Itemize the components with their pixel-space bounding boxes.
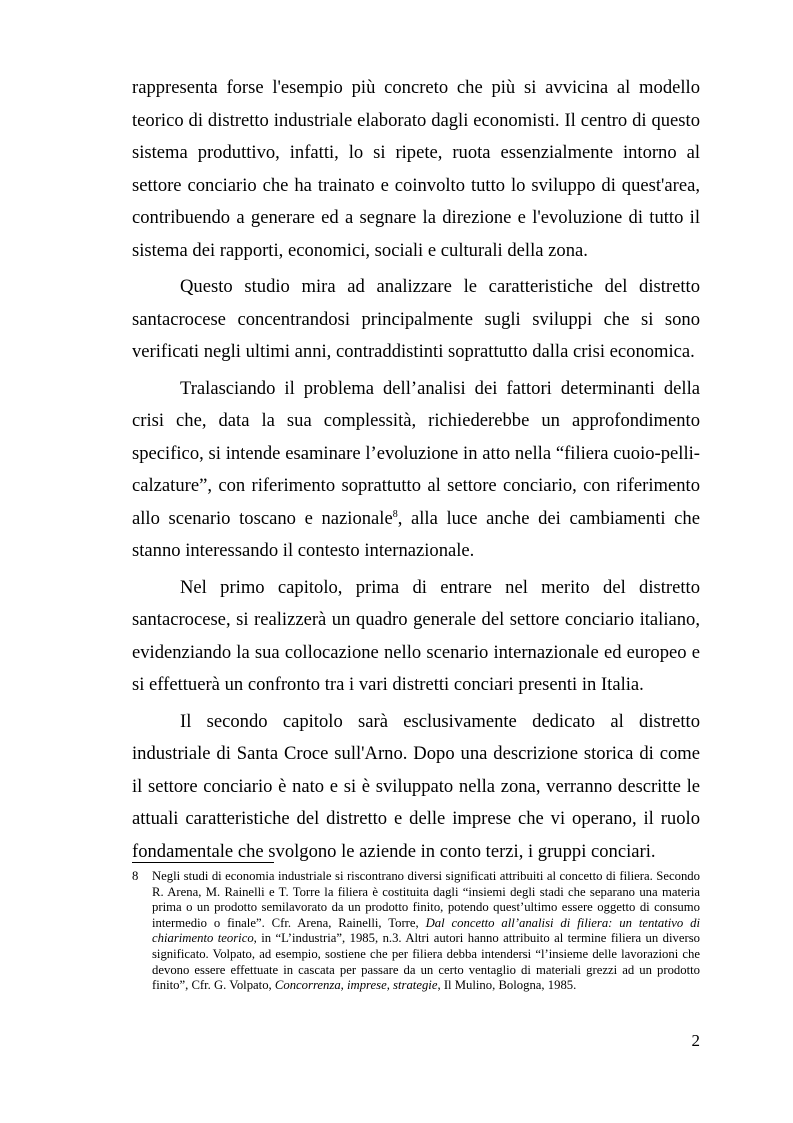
footnote-reference[interactable]: 8 [392, 508, 398, 520]
paragraph-3-text-after: , alla luce anche dei cambiamenti che stanno interessando il contesto internazionale. [132, 507, 700, 561]
main-text [132, 72, 700, 868]
footnote-text-part-2: , in “L’industria”, 1985, n.3. Altri autori hanno attribuito al termine filiera un diverso significato. Volpato, ad esempio, sostiene che per filiera debba intendersi “l’insieme delle lavorazioni che devono essere effettuate in cascata per passare da un certo ventaglio di materiali grezzi ad un prodotto finito”, Cfr. G. Volpato, [152, 931, 700, 993]
paragraph-2: Questo studio mira ad analizzare le caratteristiche del distretto santacrocese concentrandosi principalmente sugli sviluppi che si sono verificati negli ultimi anni, contraddistinti soprattutto dalla crisi economica. [132, 276, 700, 362]
footnote-separator [132, 862, 274, 863]
paragraph-1: rappresenta forse l'esempio più concreto che più si avvicina al modello teorico di distretto industriale elaborato dagli economisti. Il centro di questo sistema produttivo, infatti, lo si ripete, ruota essenzialmente intorno al settore conciario che ha trainato e coinvolto tutto lo sviluppo di quest'area, contribuendo a generare ed a segnare la direzione e l'evoluzione di tutto il sistema dei rapporti, economici, sociali e culturali della zona. [132, 77, 700, 261]
paragraph-4: Nel primo capitolo, prima di entrare nel merito del distretto santacrocese, si realizzerà un quadro generale del settore conciario italiano, evidenziando la sua collocazione nello scenario internazionale ed europeo e si effettuerà un confronto tra i vari distretti conciari presenti in Italia. [132, 576, 700, 695]
page-number: 2 [691, 1031, 700, 1050]
footnote-cited-title-2: Concorrenza, imprese, strategie [274, 978, 438, 993]
footnote-text-part-1: Negli studi di economia industriale si riscontrano diversi significati attribuiti al concetto di filiera. Secondo R. Arena, M. Rainelli e T. Torre la filiera è costituita dagli “insiemi degli stadi che separano una materia prima o un prodotto semilavorato da un prodotto finito, potendo quest’ultimo essere oggetto di consumo intermedio o finale”. Cfr. Arena, Rainelli, Torre, [152, 869, 700, 930]
paragraph-3-text-before: Tralasciando il problema dell’analisi dei fattori determinanti della crisi che, data la sua complessità, richiederebbe un approfondimento specifico, si intende esaminare l’evoluzione in atto nella “filiera cuoio-pelli-calzature”, con riferimento soprattutto al settore conciario, con riferimento allo scenario toscano e nazionale [132, 377, 700, 529]
footnote-text-part-3: , Il Mulino, Bologna, 1985. [437, 978, 577, 993]
footnote-text [152, 869, 700, 994]
paragraph-5: Il secondo capitolo sarà esclusivamente dedicato al distretto industriale di Santa Croce sull'Arno. Dopo una descrizione storica di come il settore conciario è nato e si è sviluppato nella zona, verranno descritte le attuali caratteristiche del distretto e delle imprese che vi operano, il ruolo fondamentale che svolgono le aziende in conto terzi, i gruppi conciari. [132, 710, 700, 862]
footnote-cited-title-1: Dal concetto all’analisi di filiera: un tentativo di chiarimento teorico [152, 915, 700, 946]
paragraph-3 [132, 373, 700, 568]
footnote-number: 8 [132, 869, 139, 883]
footnote [132, 869, 700, 994]
